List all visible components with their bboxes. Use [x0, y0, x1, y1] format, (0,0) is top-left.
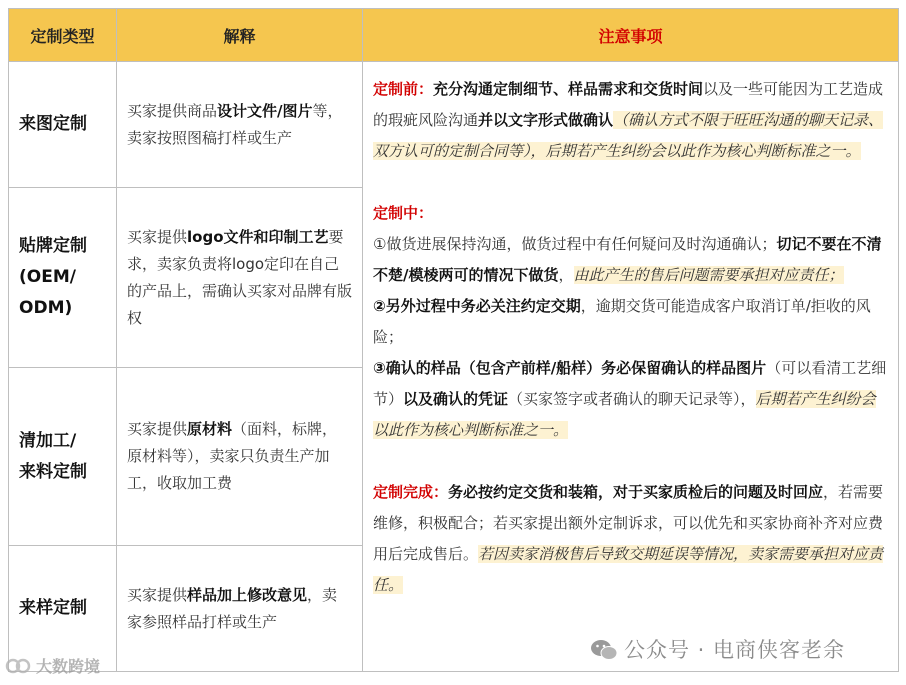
notes-cell [363, 62, 899, 672]
watermark-right-text: 公众号 · 电商侠客老余 [624, 638, 846, 662]
watermark-left-text: 大数跨境 [36, 657, 101, 676]
expl-text: ，卖家参照样品打样或生产 [127, 585, 338, 631]
expl-text: 买家提供 [127, 420, 188, 438]
expl-text: 要求，卖家负责将logo定印在自己的产品上，需确认买家对品牌有版权 [127, 227, 353, 327]
expl-bold: 样品加上修改意见 [187, 585, 308, 604]
during-item1-highlight: 由此产生的售后问题需要承担对应责任； [573, 266, 844, 284]
expl-bold: 原材料 [187, 420, 233, 438]
notes-during [373, 198, 888, 446]
during-item1-text: ①做货进展保持沟通，做货过程中有任何疑问及时沟通确认； [373, 235, 777, 253]
after-highlight: 若因卖家消极售后导致交期延误等情况，卖家需要承担对应责任。 [373, 545, 884, 594]
expl-text: （面料，标牌，原材料等），卖家只负责生产加工，收取加工费 [127, 420, 338, 492]
header-explanation: 解释 [117, 9, 363, 62]
header-row [9, 9, 899, 62]
during-item3-highlight: 后期若产生纠纷会以此作为核心判断标准之一。 [373, 390, 876, 439]
brand-logo-icon [4, 656, 32, 676]
after-bold: 务必按约定交货和装箱，对于买家质检后的问题及时回应 [448, 483, 824, 501]
type-cell [9, 188, 117, 368]
type-cell: 来图定制 [9, 62, 117, 188]
before-bold: 充分沟通定制细节、样品需求和交货时间 [433, 80, 704, 98]
table-row [9, 62, 899, 188]
during-label: 定制中： [373, 204, 434, 222]
expl-text: 买家提供商品 [127, 101, 218, 120]
expl-text: 等，卖家按照图稿打样或生产 [127, 101, 343, 147]
explanation-cell [117, 368, 363, 546]
during-item3-text: （可以看清工艺细节） [373, 359, 887, 408]
explanation-cell [117, 546, 363, 672]
type-cell: 来样定制 [9, 546, 117, 672]
explanation-cell [117, 62, 363, 188]
header-notice: 注意事项 [363, 9, 899, 62]
type-line: 清加工/ [19, 430, 77, 451]
before-label: 定制前： [373, 80, 434, 98]
expl-bold: logo文件和印制工艺 [187, 227, 329, 246]
type-line: 贴牌定制 [19, 236, 87, 256]
expl-bold: 设计文件/图片 [217, 101, 313, 120]
wechat-icon [590, 639, 618, 661]
after-text: ，若需要维修，积极配合；若买家提出额外定制诉求，可以优先和买家协商补齐对应费用后完成售后。 [373, 483, 884, 563]
watermark-wechat [590, 634, 845, 664]
type-cell [9, 368, 117, 546]
during-item2-text: ，逾期交货可能造成客户取消订单/拒收的风险； [373, 297, 871, 346]
before-highlight: （确认方式不限于旺旺沟通的聊天记录、双方认可的定制合同等），后期若产生纠纷会以此作为核心判断标准之一。 [373, 111, 884, 160]
header-type: 定制类型 [9, 9, 117, 62]
during-item3-bold-2: 以及确认的凭证 [403, 390, 509, 408]
during-item1-bold: 切记不要在不清不楚/模棱两可的情况下做货 [373, 235, 882, 284]
during-item3-bold: ③确认的样品（包含产前样/船样）务必保留确认的样品图片 [373, 359, 767, 377]
explanation-cell [117, 188, 363, 368]
during-item3-text-2: （买家签字或者确认的聊天记录等）， [508, 390, 756, 408]
type-line: 来料定制 [19, 461, 87, 482]
after-label: 定制完成： [373, 483, 449, 501]
expl-text: 买家提供 [127, 585, 188, 604]
before-bold-2: 并以文字形式做确认 [478, 111, 614, 129]
customization-table [8, 8, 899, 672]
type-line: ODM) [19, 298, 73, 318]
type-line: (OEM/ [19, 267, 76, 287]
expl-text: 买家提供 [127, 227, 188, 246]
during-item1-comma: ， [558, 266, 574, 284]
during-item2-bold: ②另外过程中务必关注约定交期 [373, 297, 581, 315]
notes-before [373, 74, 888, 167]
before-text: 以及一些可能因为工艺造成的瑕疵风险沟通 [373, 80, 884, 129]
watermark-brand [4, 654, 100, 677]
notes-after [373, 477, 888, 601]
